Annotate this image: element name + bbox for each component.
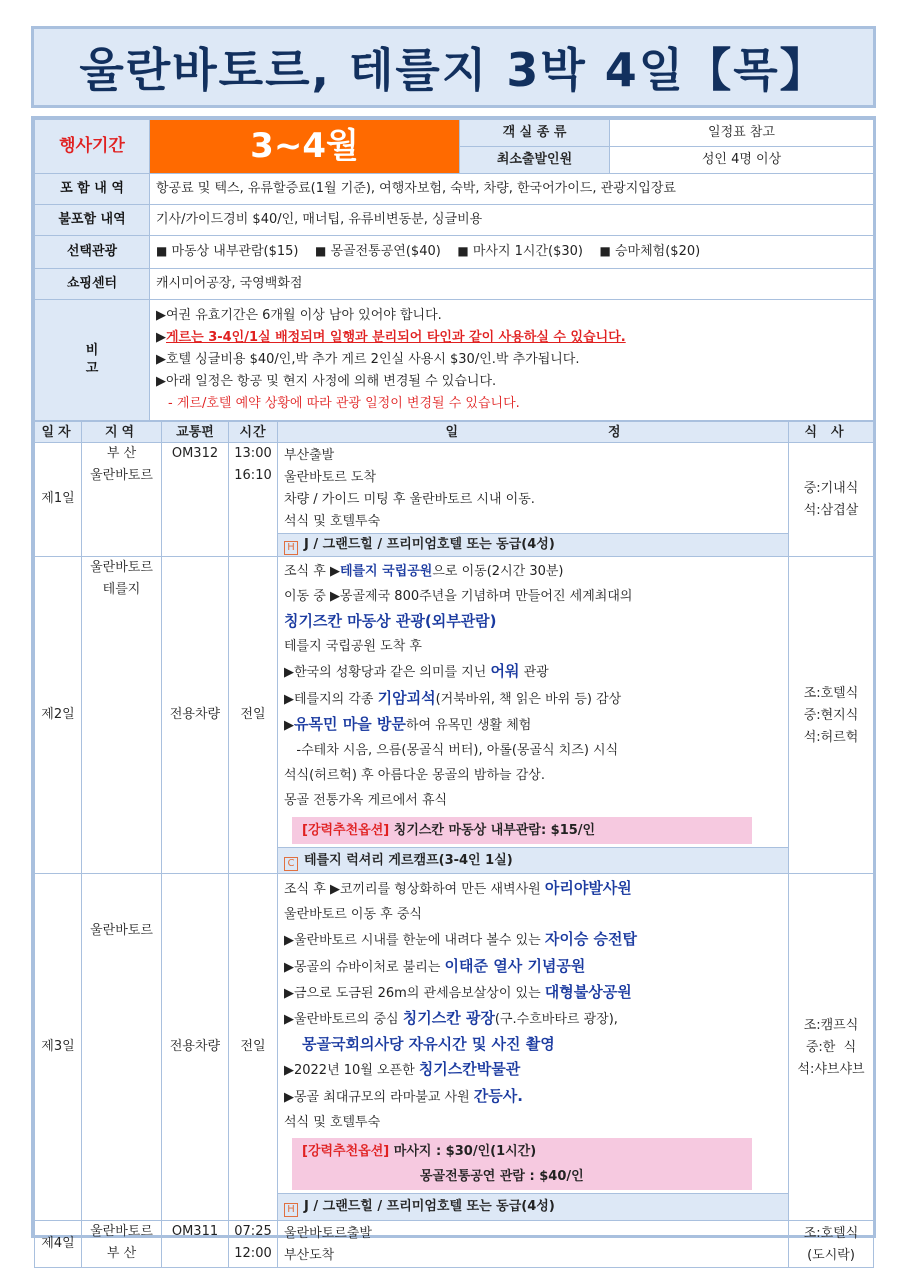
day1-itinerary: 부산출발 울란바토르 도착 차량 / 가이드 미팅 후 울란바토르 시내 이동. 석식 및 호텔투숙 H J / 그랜드힐 / 프리미엄호텔 또는 동급(4성) — [278, 442, 789, 556]
hdr-day: 일자 — [35, 422, 82, 443]
period-label: 행사기간 — [35, 120, 150, 174]
hdr-meal: 식사 — [789, 422, 874, 443]
day2-place: 울란바토르 테를지 — [82, 556, 162, 873]
day1-meals: 중:기내식 석:삼겹살 — [789, 442, 874, 556]
day4-meals: 조:호텔식 (도시락) — [789, 1220, 874, 1267]
incl-value: 항공료 및 텍스, 유류할증료(1월 기준), 여행자보험, 숙박, 차량, 한국어가이드, 관광지입장료 — [150, 174, 874, 205]
schedule-table — [34, 421, 874, 1268]
notes — [150, 300, 874, 421]
excl-label: 불포함 내역 — [35, 205, 150, 236]
day4-place: 울란바토르 부 산 — [82, 1220, 162, 1267]
day2-trans: 전용차량 — [162, 556, 229, 873]
opt-item: 승마체험($20) — [615, 244, 701, 260]
camp-icon: C — [284, 857, 298, 871]
note-line: - 게르/호텔 예약 상황에 따라 관광 일정이 변경될 수 있습니다. — [168, 396, 520, 411]
day2-itinerary: 조식 후 ▶테를지 국립공원으로 이동(2시간 30분) 이동 중 ▶몽골제국 800주년을 기념하며 만들어진 세계최대의 칭기즈칸 마동상 관광(외부관람) 테를지 국립공원 도착 후 ▶한국의 성황당과 같은 의미를 지닌 어워 관광 ▶테를지의 각종 기암괴석(거북바위, 책 읽은 바위 등) 감상 ▶유목민 마을 방문하여 유목민 생활 체험 -수테차 시음, 으름(몽골식 버터), 아롤(몽골식 치즈) 시식 석식(허르헉) 후 아름다운 몽골의 밤하늘 감상. 몽골 전통가옥 게르에서 휴식 [강력추천옵션] 칭기스칸 마동상 내부관람: $15/인 C 테를지 럭셔리 게르캠프(3-4인 1실) — [278, 556, 789, 873]
day1-trans: OM312 — [162, 442, 229, 556]
shop-value: 캐시미어공장, 국영백화점 — [150, 269, 874, 300]
itinerary-sheet — [31, 116, 876, 1263]
opt-item: 몽골전통공연($40) — [330, 244, 441, 260]
hdr-itin: 일정 — [278, 422, 789, 443]
day2-label: 제2일 — [35, 556, 82, 873]
room-value: 일정표 참고 — [610, 120, 874, 147]
note-line: ▶아래 일정은 항공 및 현지 사정에 의해 변경될 수 있습니다. — [156, 374, 497, 389]
day4-itinerary: 울란바토르출발 부산도착 — [278, 1220, 789, 1267]
incl-label: 포 함 내 역 — [35, 174, 150, 205]
hotel-icon: H — [284, 1203, 298, 1217]
day3-label: 제3일 — [35, 873, 82, 1220]
note-line: ▶여권 유효기간은 6개월 이상 남아 있어야 합니다. — [156, 308, 442, 323]
day3-time: 전일 — [229, 873, 278, 1220]
day1-row — [35, 442, 874, 556]
min-label: 최소출발인원 — [460, 147, 610, 174]
day3-meals: 조:캠프식 중:한 식 석:샤브샤브 — [789, 873, 874, 1220]
day3-option: [강력추천옵션] 마사지 : $30/인(1시간) 몽골전통공연 관람 : $40/인 — [292, 1138, 752, 1190]
day3-row — [35, 873, 874, 1220]
day4-time: 07:25 12:00 — [229, 1220, 278, 1267]
day1-hotel: H J / 그랜드힐 / 프리미엄호텔 또는 동급(4성) — [278, 533, 788, 556]
day2-option: [강력추천옵션] 칭기스칸 마동상 내부관람: $15/인 — [292, 817, 752, 844]
day4-label: 제4일 — [35, 1220, 82, 1267]
day3-trans: 전용차량 — [162, 873, 229, 1220]
day1-place: 부 산 울란바토르 — [82, 442, 162, 556]
note-label: 비 고 — [35, 300, 150, 421]
period-value: 3~4월 — [150, 120, 460, 174]
day2-time: 전일 — [229, 556, 278, 873]
title-banner — [31, 26, 876, 108]
room-label: 객 실 종 류 — [460, 120, 610, 147]
day3-itinerary: 조식 후 ▶코끼리를 형상화하여 만든 새벽사원 아리야발사원 울란바토르 이동 후 중식 ▶울란바토르 시내를 한눈에 내려다 볼수 있는 자이승 승전탑 ▶몽골의 슈바이처로 불리는 이태준 열사 기념공원 ▶금으로 도금된 26m의 관세음보살상이 있는 대형불상공원 ▶울란바토르의 중심 칭기스칸 광장(구.수흐바타르 광장), 몽골국회의사당 자유시간 및 사진 촬영 ▶2022년 10월 오픈한 칭기스칸박물관 ▶몽골 최대규모의 라마불교 사원 간등사. 석식 및 호텔투숙 [강력추천옵션] 마사지 : $30/인(1시간) 몽골전통공연 관람 : $40/인 H J / 그랜드힐 / 프리미엄호텔 또는 동급(4성) — [278, 873, 789, 1220]
day1-time: 13:00 16:10 — [229, 442, 278, 556]
day2-meals: 조:호텔식 중:현지식 석:허르헉 — [789, 556, 874, 873]
shop-label: 쇼핑센터 — [35, 269, 150, 300]
day4-row — [35, 1220, 874, 1267]
hdr-trans: 교통편 — [162, 422, 229, 443]
page-title: 울란바토르, 테를지 3박 4일【목】 — [79, 43, 828, 97]
hdr-time: 시간 — [229, 422, 278, 443]
opt-item: 마동상 내부관람($15) — [171, 244, 299, 260]
note-gerr-warning: 게르는 3-4인/1실 배정되며 일행과 분리되어 타인과 같이 사용하실 수 있습니다. — [166, 330, 626, 345]
hdr-place: 지역 — [82, 422, 162, 443]
info-table — [34, 119, 874, 421]
day3-place: 울란바토르 — [82, 873, 162, 1220]
hotel-icon: H — [284, 541, 298, 555]
excl-value: 기사/가이드경비 $40/인, 매너팁, 유류비변동분, 싱글비용 — [150, 205, 874, 236]
note-line: ▶호텔 싱글비용 $40/인,박 추가 게르 2인실 사용시 $30/인.박 추가됩니다. — [156, 352, 580, 367]
note-line: ▶게르는 3-4인/1실 배정되며 일행과 분리되어 타인과 같이 사용하실 수 있습니다. — [156, 330, 626, 345]
opt-item: 마사지 1시간($30) — [472, 244, 583, 260]
opt-label: 선택관광 — [35, 236, 150, 269]
day2-row — [35, 556, 874, 873]
day2-hotel: C 테를지 럭셔리 게르캠프(3-4인 1실) — [278, 847, 788, 873]
day1-label: 제1일 — [35, 442, 82, 556]
day4-trans: OM311 — [162, 1220, 229, 1267]
min-value: 성인 4명 이상 — [610, 147, 874, 174]
opt-list: ■ 마동상 내부관람($15) ■ 몽골전통공연($40) ■ 마사지 1시간($30) ■ 승마체험($20) — [150, 236, 874, 269]
day3-hotel: H J / 그랜드힐 / 프리미엄호텔 또는 동급(4성) — [278, 1193, 788, 1219]
